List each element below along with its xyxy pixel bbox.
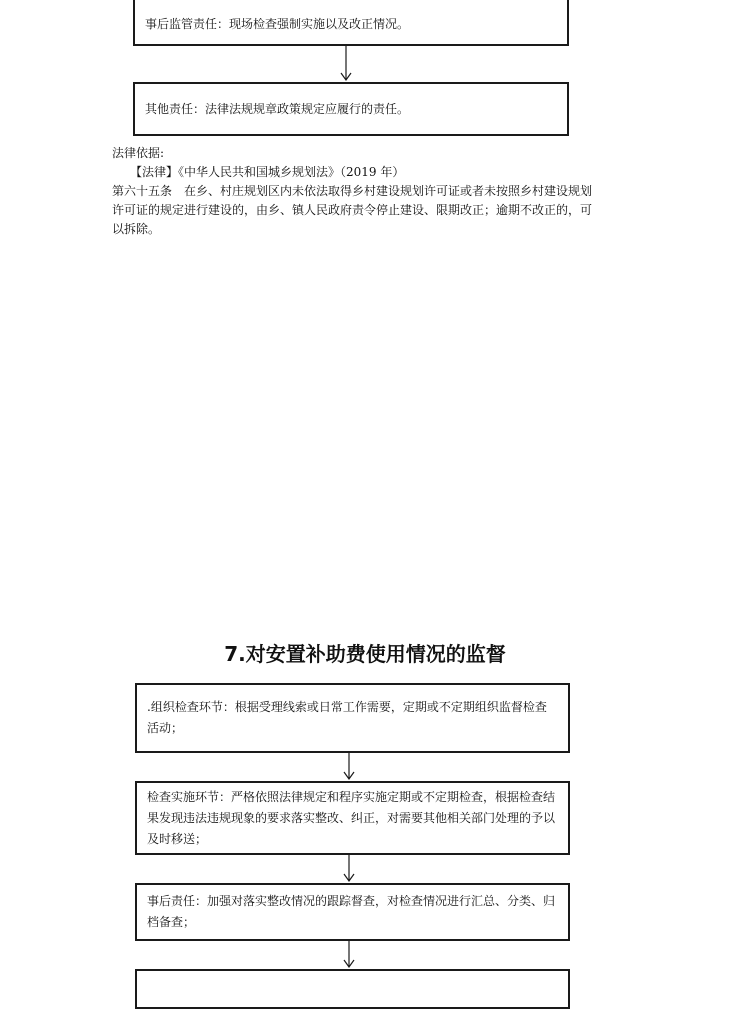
- flow-box-text: 事后责任：加强对落实整改情况的跟踪督查，对检查情况进行汇总、分类、归档备查；: [147, 894, 556, 929]
- legal-basis-label: 法律依据:: [112, 146, 165, 160]
- law-citation: 【法律】《中华人民共和国城乡规划法》（2019 年）: [130, 165, 405, 179]
- article-text-line-3: 以拆除。: [112, 222, 161, 236]
- flow-box-text: 检查实施环节：严格依照法律规定和程序实施定期或不定期检查，根据检查结果发现违法违规现象的要求落实整改、纠正，对需要其他相关部门处理的予以及时移送；: [147, 789, 556, 846]
- flow-arrow: [343, 855, 355, 883]
- flow-arrow: [340, 46, 352, 82]
- flow-box-text: 事后监管责任：现场检查强制实施以及改正情况。: [145, 16, 410, 31]
- article-text-line-1: 第六十五条 在乡、村庄规划区内未依法取得乡村建设规划许可证或者未按照乡村建设规划: [112, 184, 593, 198]
- flow-box-text: .组织检查环节：根据受理线索或日常工作需要，定期或不定期组织监督检查活动；: [147, 700, 547, 735]
- section-title: 7.对安置补助费使用情况的监督: [224, 642, 506, 666]
- flow-box-next: [135, 969, 570, 1009]
- flow-box-post-supervision: [133, 0, 569, 46]
- flow-box-other: [133, 82, 569, 136]
- flow-box-organize-inspection: [135, 683, 570, 753]
- article-text-line-2: 许可证的规定进行建设的，由乡、镇人民政府责令停止建设、限期改正；逾期不改正的，可: [112, 203, 593, 217]
- flow-box-post-responsibility: [135, 883, 570, 941]
- flow-arrow: [343, 753, 355, 781]
- flow-box-text: 其他责任：法律法规规章政策规定应履行的责任。: [145, 101, 410, 116]
- flow-box-inspection-implementation: [135, 781, 570, 855]
- flow-arrow: [343, 941, 355, 969]
